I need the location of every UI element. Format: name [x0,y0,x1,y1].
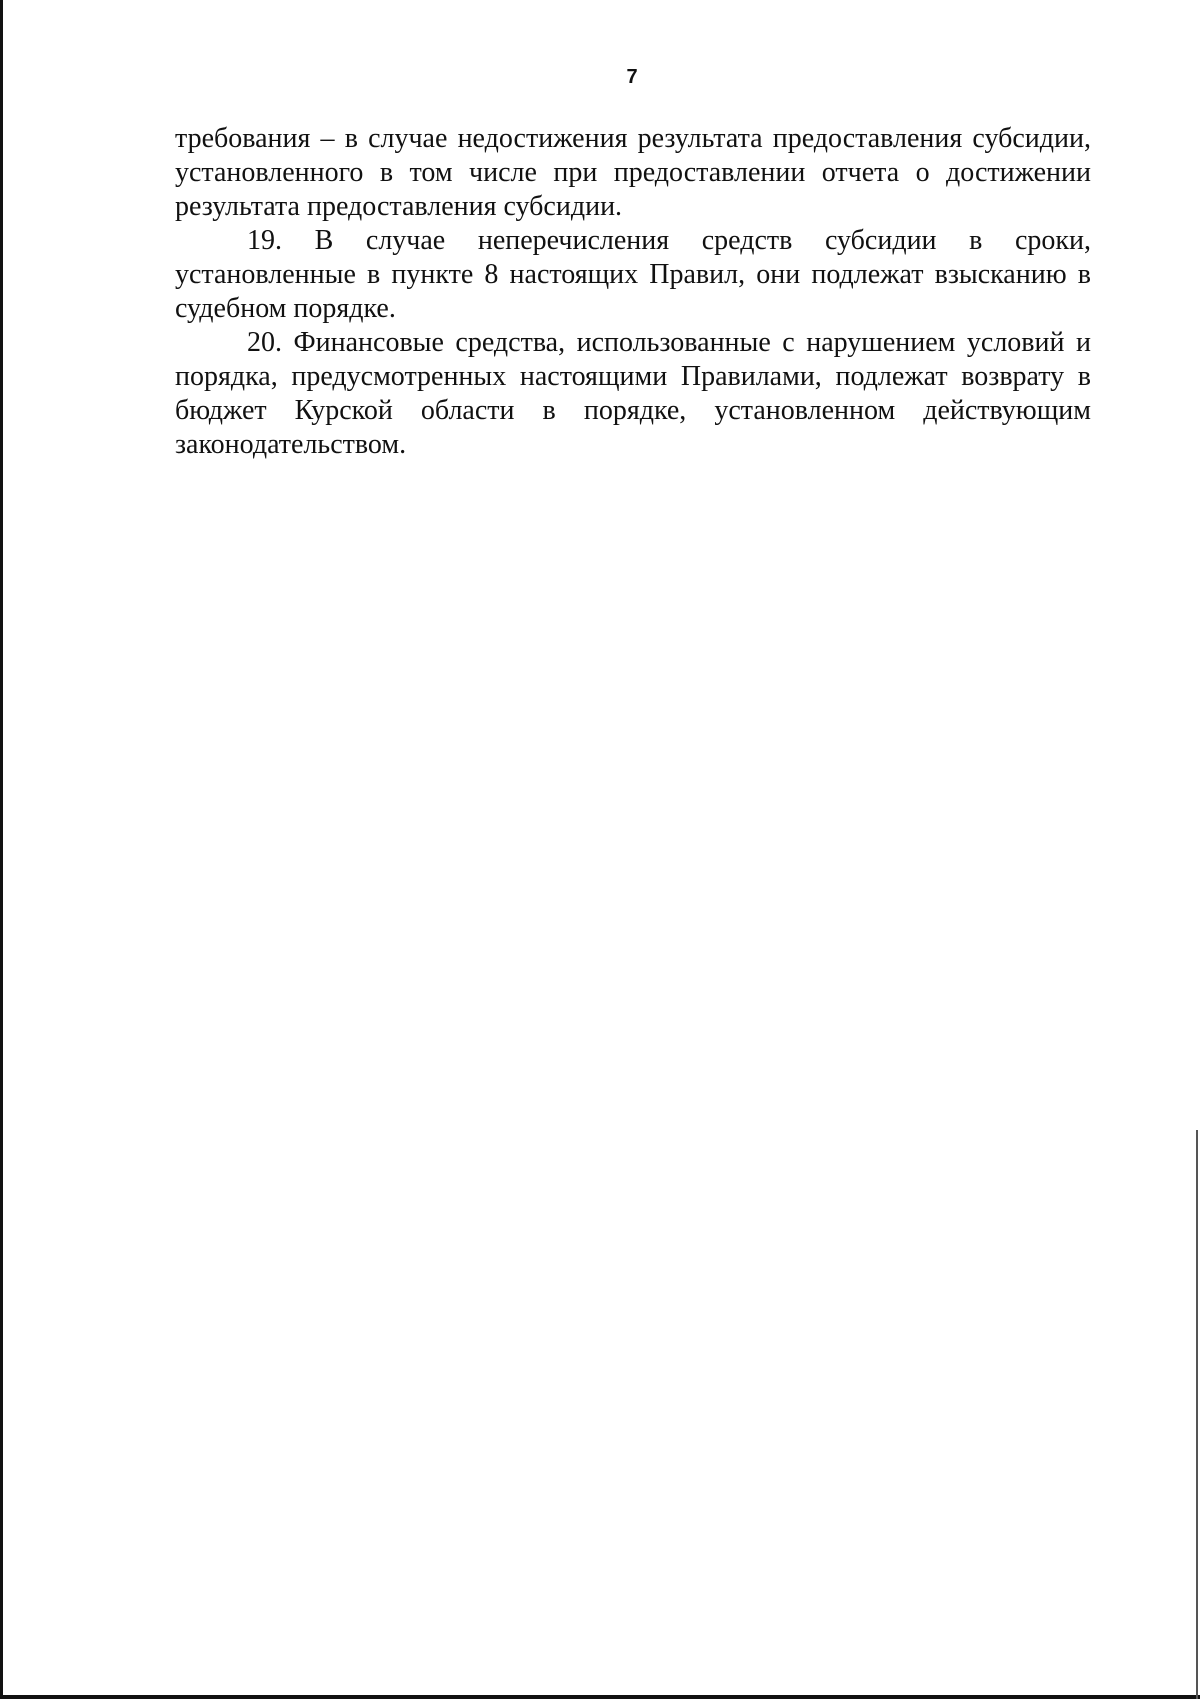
paragraph-19: 19. В случае неперечисления средств субсидии в сроки, установленные в пункте 8 настоящих Правил, они подлежат взысканию в судебном порядке. [175,225,1091,324]
scan-border-right [1196,1130,1198,1699]
scan-border-bottom [0,1695,1200,1699]
document-body [175,122,1091,462]
paragraph-continuation: требования – в случае недостижения результата предоставления субсидии, установленного в том числе при предоставлении отчета о достижении результата предоставления субсидии. [175,123,1091,222]
page-number: 7 [626,66,638,88]
paragraph-20: 20. Финансовые средства, использованные с нарушением условий и порядка, предусмотренных настоящими Правилами, подлежат возврату в бюджет Курской области в порядке, установленном действующим законодательством. [175,327,1091,460]
scan-border-left [0,0,3,1699]
